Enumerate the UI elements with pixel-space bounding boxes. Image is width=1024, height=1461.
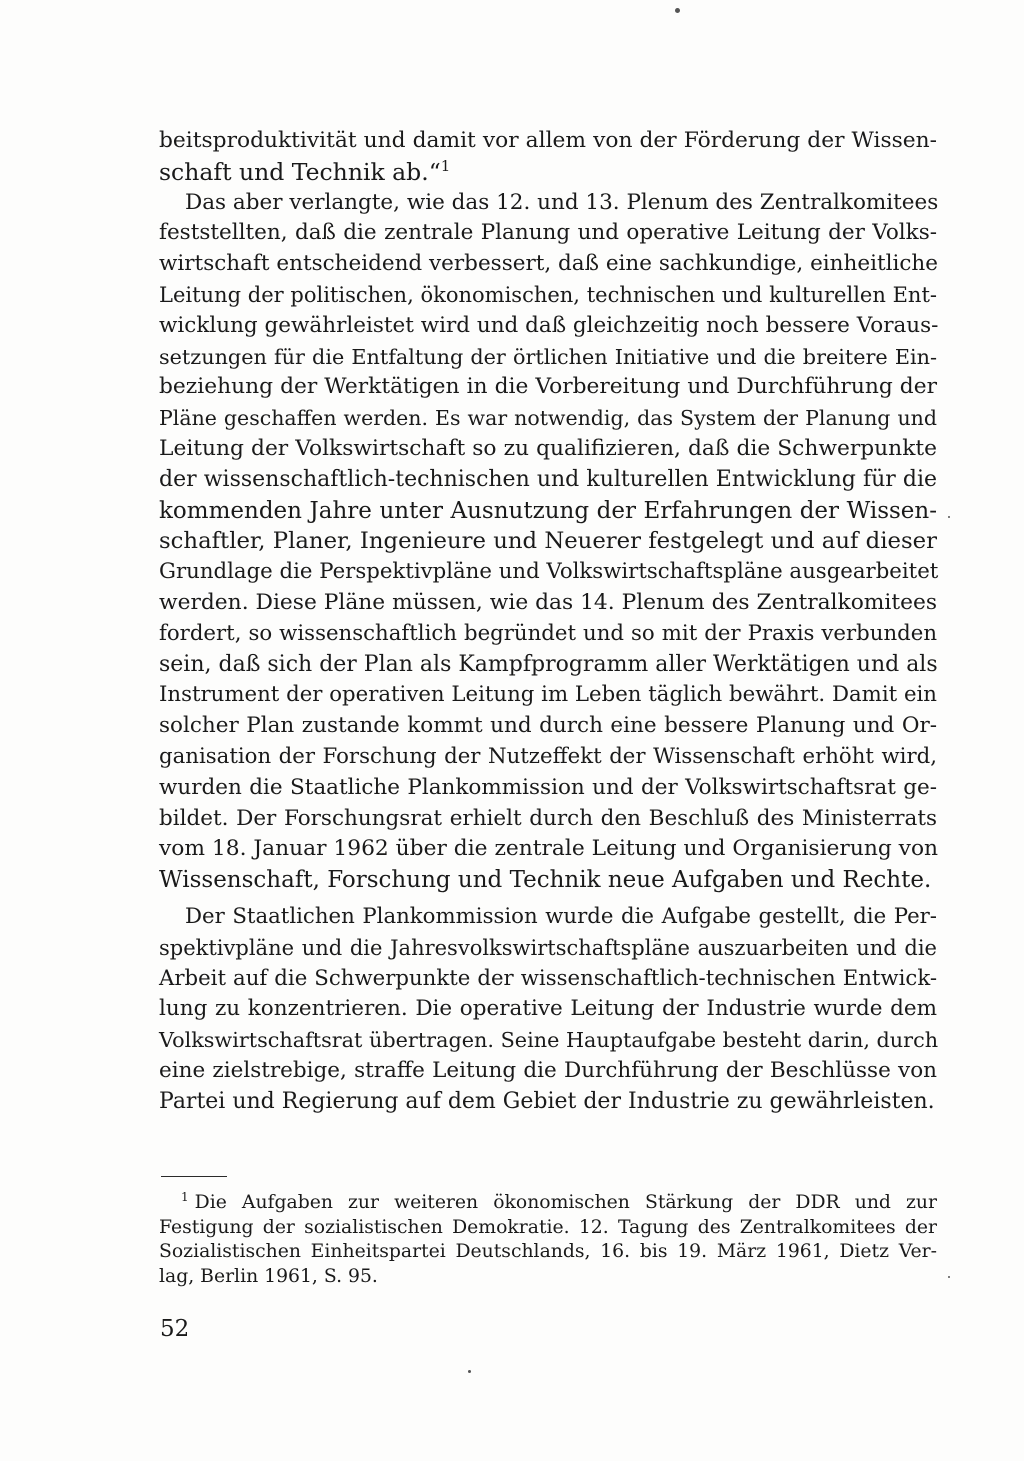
footnote-number: 1 (181, 1190, 189, 1204)
text-line-content: lung zu konzentrieren. Die operative Leitung der Industrie wurde dem (159, 996, 937, 1022)
footnote-separator (161, 1176, 227, 1177)
text-line (159, 711, 937, 742)
text-line-content: schaftler, Planer, Ingenieure und Neuerer festgelegt und auf dieser (159, 528, 937, 555)
text-line (159, 1087, 937, 1118)
text-line (159, 126, 937, 157)
text-line-content: Das aber verlangte, wie das 12. und 13. Plenum des Zentralkomitees (185, 189, 939, 215)
text-line-content: solcher Plan zustande kommt und durch eine bessere Planung und Or- (159, 713, 937, 739)
text-line (159, 249, 937, 280)
text-line (159, 434, 937, 465)
print-speck (468, 1370, 471, 1373)
text-line-content: sein, daß sich der Plan als Kampfprogramm aller Werktätigen und als (159, 651, 938, 677)
text-line-content: Leitung der politischen, ökonomischen, technischen und kulturellen Ent- (159, 282, 937, 307)
footnotes (159, 1191, 937, 1289)
text-line-content: setzungen für die Entfaltung der örtlichen Initiative und die breitere Ein- (159, 344, 937, 369)
text-line (159, 157, 937, 188)
text-line-content: Pläne geschaffen werden. Es war notwendig, das System der Planung und (159, 406, 937, 431)
text-line (159, 902, 937, 933)
print-speck (948, 1276, 950, 1278)
text-line-content: wurden die Staatliche Plankommission und der Volkswirtschaftsrat ge- (159, 774, 937, 800)
text-line (159, 619, 937, 650)
text-line (159, 773, 937, 804)
text-line-content: wirtschaft entscheidend verbessert, daß eine sachkundige, einheitliche (159, 251, 938, 277)
text-line (159, 218, 937, 249)
text-line (159, 804, 937, 835)
text-line-content: feststellten, daß die zentrale Planung und operative Leitung der Volks- (159, 220, 937, 246)
text-line (159, 188, 937, 219)
text-line (159, 1056, 937, 1087)
footnote-line (159, 1240, 937, 1265)
text-line-content: Grundlage die Perspektivpläne und Volkswirtschaftspläne ausgearbeitet (159, 559, 939, 585)
text-line-content: der wissenschaftlich-technischen und kulturellen Entwicklung für die (159, 466, 937, 492)
text-line (159, 465, 937, 496)
text-line-content: Wissenschaft, Forschung und Technik neue Aufgaben und Rechte. (159, 867, 932, 894)
text-line-content: werden. Diese Pläne müssen, wie das 14. Plenum des Zentralkomitees (159, 589, 938, 615)
footnote-line (159, 1265, 937, 1290)
footnote-marker: 1 (440, 156, 451, 175)
footnote-line-content: Sozialistischen Einheitspartei Deutschlands, 16. bis 19. März 1961, Dietz Ver- (159, 1241, 937, 1262)
text-line (159, 680, 937, 711)
footnote-line (159, 1216, 937, 1241)
text-line-content: Instrument der operativen Leitung im Leben täglich bewährt. Damit ein (159, 682, 937, 708)
footnote-line-content: Die Aufgaben zur weiteren ökonomischen Stärkung der DDR und zur (194, 1192, 937, 1213)
text-line-content: eine zielstrebige, straffe Leitung die Durchführung der Beschlüsse von (159, 1057, 937, 1083)
text-line (159, 865, 937, 896)
text-line (159, 372, 937, 403)
text-line (159, 834, 937, 865)
text-line (159, 496, 937, 527)
text-line (159, 557, 937, 588)
page-number: 52 (160, 1316, 190, 1342)
text-line (159, 994, 937, 1025)
text-line (159, 742, 937, 773)
text-line (159, 403, 937, 434)
text-line-content: Volkswirtschaftsrat übertragen. Seine Hauptaufgabe besteht darin, durch (159, 1028, 939, 1053)
text-line (159, 280, 937, 311)
text-line-content: beitsproduktivität und damit vor allem von der Förderung der Wissen- (159, 128, 937, 153)
text-line (159, 526, 937, 557)
text-line (159, 933, 937, 964)
text-line (159, 650, 937, 681)
print-speck (675, 8, 680, 13)
text-line-content: Leitung der Volkswirtschaft so zu qualifizieren, daß die Schwerpunkte (159, 435, 937, 461)
footnote-line (159, 1191, 937, 1216)
text-line (159, 964, 937, 995)
text-line-content: Der Staatlichen Plankommission wurde die Aufgabe gestellt, die Per- (185, 903, 937, 929)
footnote-line-content: Festigung der sozialistischen Demokratie. 12. Tagung des Zentralkomitees der (159, 1216, 937, 1238)
text-line (159, 342, 937, 373)
text-line-content: beziehung der Werktätigen in die Vorbereitung und Durchführung der (159, 374, 937, 400)
text-line-content: wicklung gewährleistet wird und daß gleichzeitig noch bessere Voraus- (159, 312, 939, 338)
text-line-content: spektivpläne und die Jahresvolkswirtschaftspläne auszuarbeiten und die (159, 935, 937, 960)
body-text (159, 126, 937, 1118)
text-line-content: schaft und Technik ab.“ (159, 157, 441, 186)
text-line-content: Partei und Regierung auf dem Gebiet der Industrie zu gewährleisten. (159, 1088, 935, 1114)
text-line-content: Arbeit auf die Schwerpunkte der wissenschaftlich-technischen Entwick- (159, 965, 937, 991)
text-line (159, 311, 937, 342)
text-line-content: fordert, so wissenschaftlich begründet und so mit der Praxis verbunden (159, 620, 937, 646)
text-line-content: vom 18. Januar 1962 über die zentrale Leitung und Organisierung von (159, 836, 939, 862)
text-line (159, 588, 937, 619)
footnote-line-content: lag, Berlin 1961, S. 95. (159, 1265, 378, 1287)
print-speck (948, 516, 950, 518)
text-line-content: kommenden Jahre unter Ausnutzung der Erfahrungen der Wissen- (159, 497, 937, 524)
text-line (159, 1025, 937, 1056)
text-line-content: bildet. Der Forschungsrat erhielt durch den Beschluß des Ministerrats (159, 805, 937, 831)
text-line-content: ganisation der Forschung der Nutzeffekt der Wissenschaft erhöht wird, (159, 743, 937, 769)
